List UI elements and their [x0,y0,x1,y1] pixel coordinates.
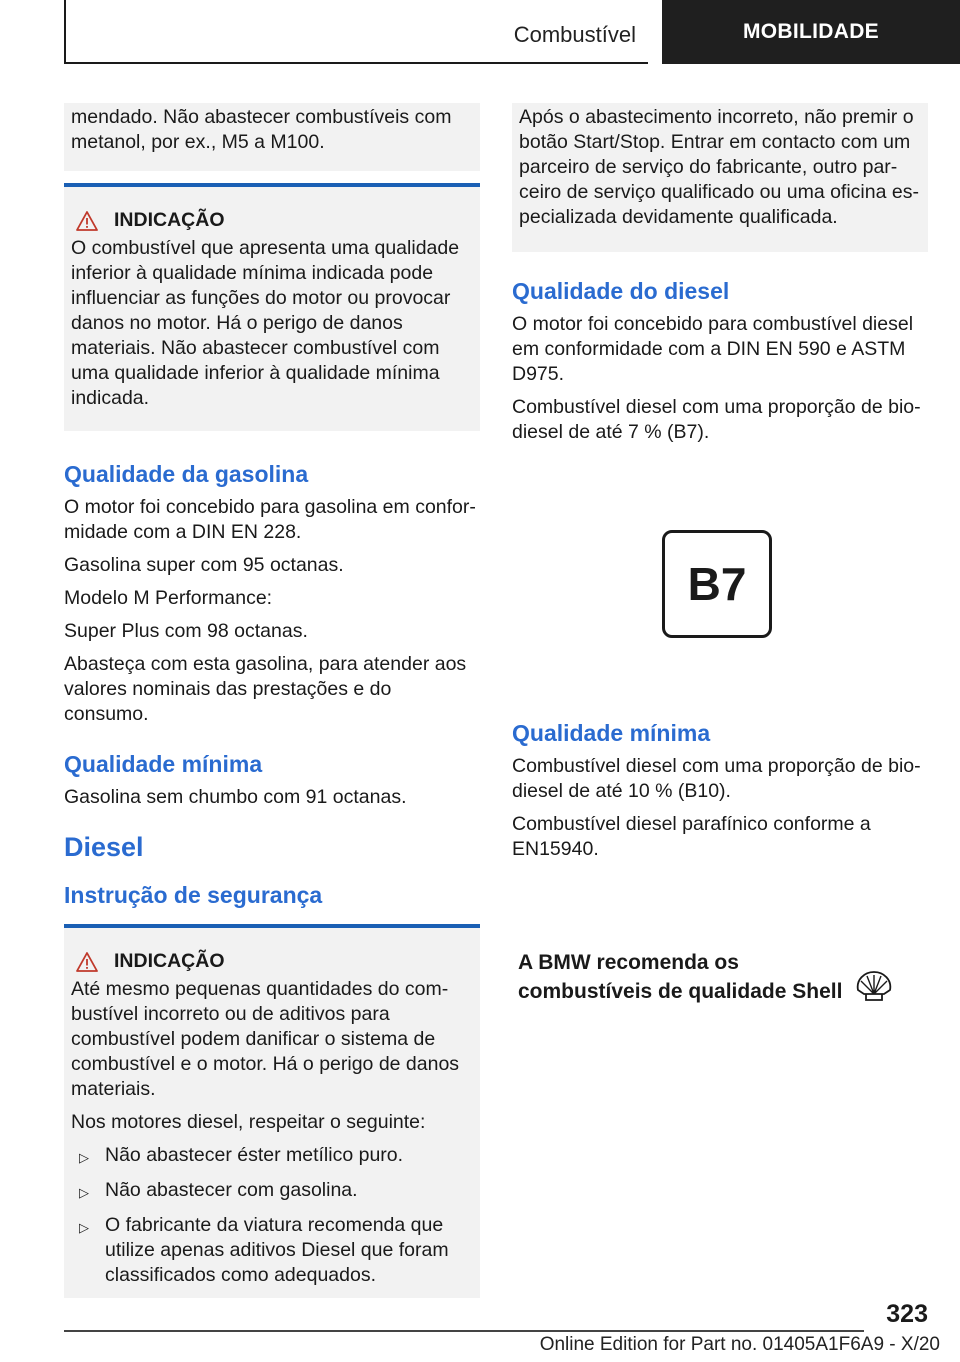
b7-fuel-label-icon: B7 [662,530,772,638]
notice-title: INDICAÇÃO [114,209,225,231]
section-heading-gasoline: Qualidade da gasolina [64,461,309,487]
warning-icon [76,211,98,231]
notice-text: Nos motores diesel, respeitar o seguinte: [71,1111,426,1133]
shell-recommendation [518,948,928,1006]
notice-header [76,950,473,973]
notice-text: O combustível que apresenta uma qualidade inferior à qualidade mínima indicada pode influenciar as funções do motor ou provocar danos no motor. Há o perigo de danos materiais. Não abastecer combustível com uma qualidade inferior à qualidade mínima indicada. [71,237,460,409]
paragraph: Gasolina super com 95 octanas. [64,554,344,576]
list-item [71,1143,473,1170]
triangle-bullet-icon: ▷ [79,1150,89,1165]
list-item-text: O fabricante da viatura recomenda que utilize apenas aditivos Diesel que foram classificados como adequados. [105,1214,449,1286]
section-heading-min-gasoline: Qualidade mínima [64,751,263,777]
header-tab-mobilidade[interactable]: MOBILIDADE [662,0,960,64]
paragraph: Gasolina sem chumbo com 91 octanas. [64,786,407,808]
footer-edition: Online Edition for Part no. 01405A1F6A9 - X/20 [539,1334,940,1355]
paragraph: O motor foi concebido para combustível diesel em conformidade com a DIN EN 590 e ASTM D975. [512,313,914,385]
list-item [71,1178,473,1205]
notice-title: INDICAÇÃO [114,950,225,972]
shell-logo-icon [854,970,894,1004]
triangle-bullet-icon: ▷ [79,1185,89,1200]
shell-text-line: A BMW recomenda os [518,951,739,974]
paragraph: Combustível diesel parafínico conforme a EN15940. [512,813,871,860]
section-heading-safety: Instrução de segurança [64,882,323,908]
notice-text: Até mesmo pequenas quantidades do combustível incorreto ou de aditivos para combustível podem danificar o sistema de combustível e o motor. Há o perigo de danos materiais. [71,978,460,1100]
paragraph: Combustível diesel com uma proporção de biodiesel de até 10 % (B10). [512,755,921,802]
header-rule [64,0,66,64]
continued-text-box [64,103,480,171]
paragraph: Super Plus com 98 octanas. [64,620,308,642]
triangle-bullet-icon: ▷ [79,1220,89,1235]
continued-text-box [512,103,928,252]
paragraph: O motor foi concebido para gasolina em conformidade com a DIN EN 228. [64,496,476,543]
paragraph: Abasteça com esta gasolina, para atender aos valores nominais das prestações e do consumo. [64,653,467,725]
continued-paragraph: mendado. Não abastecer combustíveis com metanol, por ex., M5 a M100. [71,106,452,153]
page-number: 323 [886,1300,928,1328]
chapter-heading-diesel: Diesel [64,832,144,862]
section-heading-diesel-quality: Qualidade do diesel [512,278,730,304]
warning-icon [76,952,98,972]
notice-box [64,183,480,431]
list-item-text: Não abastecer com gasolina. [105,1179,358,1201]
paragraph: Modelo M Performance: [64,587,273,609]
header-line [64,62,648,64]
header-section-title: Combustível [513,22,636,47]
bullet-list [71,1143,473,1288]
left-column [64,103,480,1326]
notice-header [76,209,473,232]
paragraph: Combustível diesel com uma proporção de biodiesel de até 7 % (B7). [512,396,921,443]
shell-text-line: combustíveis de qualidade Shell [518,980,843,1003]
continued-paragraph: Após o abastecimento incorreto, não premir o botão Start/Stop. Entrar em contacto com um parceiro de serviço do fabricante, outro parceiro de serviço qualificado ou uma oficina especializada devidamente qualificada. [519,106,919,228]
list-item [71,1213,473,1288]
list-item-text: Não abastecer éster metílico puro. [105,1144,404,1166]
right-column [512,103,928,1006]
section-heading-min-diesel: Qualidade mínima [512,720,711,746]
footer-rule [64,1330,864,1332]
notice-box [64,924,480,1298]
